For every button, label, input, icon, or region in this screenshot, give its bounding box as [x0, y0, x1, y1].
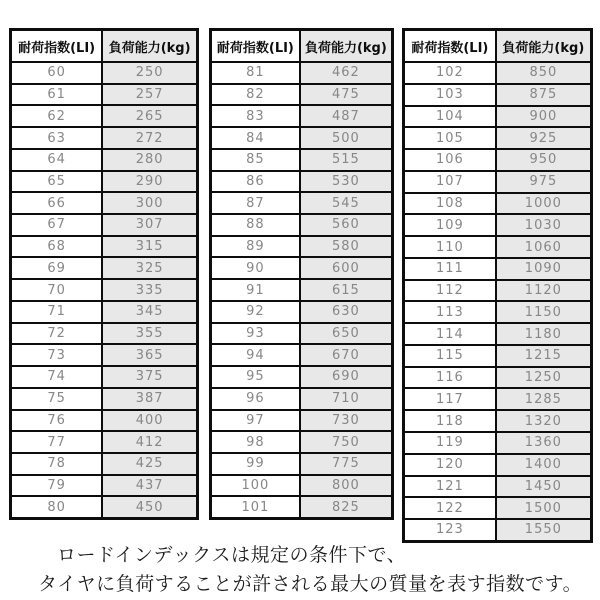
table-row	[405, 346, 590, 368]
load-capacity-cell: 450	[103, 497, 196, 517]
load-capacity-cell: 1060	[497, 237, 590, 257]
load-capacity-cell: 462	[301, 63, 391, 83]
load-index-cell: 81	[212, 63, 301, 83]
load-index-cell: 112	[405, 281, 497, 301]
table-row	[12, 85, 196, 107]
column-header-load-index: 耐荷指数(LI)	[212, 31, 301, 61]
load-capacity-cell: 615	[301, 280, 391, 300]
load-index-cell: 61	[12, 85, 103, 105]
table-row	[405, 302, 590, 324]
load-index-cell: 118	[405, 411, 497, 431]
load-index-cell: 75	[12, 389, 103, 409]
load-index-cell: 67	[12, 215, 103, 235]
load-capacity-cell: 500	[301, 128, 391, 148]
table-row	[12, 215, 196, 237]
load-index-cell: 107	[405, 172, 497, 192]
table-row	[12, 280, 196, 302]
load-index-cell: 65	[12, 172, 103, 192]
table-row	[212, 302, 391, 324]
table-row	[212, 454, 391, 476]
table-row	[405, 259, 590, 281]
load-capacity-cell: 1215	[497, 346, 590, 366]
table-row	[212, 389, 391, 411]
load-capacity-cell: 775	[301, 454, 391, 474]
table-row	[212, 345, 391, 367]
load-capacity-cell: 1360	[497, 433, 590, 453]
load-capacity-cell: 335	[103, 280, 196, 300]
load-index-cell: 79	[12, 476, 103, 496]
load-index-cell: 122	[405, 498, 497, 518]
load-capacity-cell: 710	[301, 389, 391, 409]
column-header-load-capacity: 負荷能力(kg)	[103, 31, 196, 61]
table-header-row	[405, 31, 590, 63]
table-row	[212, 476, 391, 498]
load-capacity-cell: 265	[103, 106, 196, 126]
table-row	[405, 411, 590, 433]
load-capacity-cell: 580	[301, 237, 391, 257]
table-row	[12, 106, 196, 128]
table-row	[12, 476, 196, 498]
table-row	[12, 172, 196, 194]
footer-note-line-2: タイヤに負荷することが許される最大の質量を表す指数です。	[38, 573, 583, 595]
load-capacity-cell: 800	[301, 476, 391, 496]
load-capacity-cell: 365	[103, 345, 196, 365]
table-body	[405, 63, 590, 540]
load-capacity-cell: 412	[103, 432, 196, 452]
load-index-cell: 90	[212, 258, 301, 278]
load-capacity-cell: 630	[301, 302, 391, 322]
table-row	[12, 367, 196, 389]
load-index-cell: 119	[405, 433, 497, 453]
table-row	[405, 324, 590, 346]
table-row	[12, 302, 196, 324]
load-index-cell: 84	[212, 128, 301, 148]
table-row	[212, 172, 391, 194]
load-capacity-cell: 670	[301, 345, 391, 365]
load-index-cell: 111	[405, 259, 497, 279]
column-header-load-capacity: 負荷能力(kg)	[301, 31, 391, 61]
load-index-cell: 116	[405, 368, 497, 388]
load-capacity-cell: 975	[497, 172, 590, 192]
column-header-load-index: 耐荷指数(LI)	[405, 31, 497, 61]
table-row	[405, 455, 590, 477]
table-row	[12, 411, 196, 433]
load-index-cell: 82	[212, 85, 301, 105]
table-row	[212, 128, 391, 150]
table-row	[405, 194, 590, 216]
table-row	[405, 63, 590, 85]
table-row	[212, 280, 391, 302]
load-index-cell: 123	[405, 520, 497, 540]
load-capacity-cell: 1400	[497, 455, 590, 475]
load-index-cell: 89	[212, 237, 301, 257]
table-row	[405, 498, 590, 520]
load-index-cell: 97	[212, 411, 301, 431]
load-capacity-cell: 1150	[497, 302, 590, 322]
load-capacity-cell: 690	[301, 367, 391, 387]
load-capacity-cell: 345	[103, 302, 196, 322]
table-row	[212, 258, 391, 280]
load-index-cell: 63	[12, 128, 103, 148]
load-capacity-cell: 825	[301, 497, 391, 517]
load-index-table-102-123	[402, 28, 593, 543]
load-capacity-cell: 850	[497, 63, 590, 83]
table-row	[12, 389, 196, 411]
footer-note-line-1: ロードインデックスは規定の条件下で、	[57, 544, 407, 566]
load-capacity-cell: 375	[103, 367, 196, 387]
load-capacity-cell: 1120	[497, 281, 590, 301]
load-capacity-cell: 650	[301, 324, 391, 344]
load-index-cell: 106	[405, 150, 497, 170]
load-index-cell: 104	[405, 107, 497, 127]
table-row	[405, 128, 590, 150]
footer-note	[0, 541, 600, 599]
load-capacity-cell: 257	[103, 85, 196, 105]
load-capacity-cell: 750	[301, 432, 391, 452]
table-row	[212, 85, 391, 107]
table-row	[12, 193, 196, 215]
table-row	[212, 324, 391, 346]
load-capacity-cell: 1030	[497, 215, 590, 235]
table-row	[405, 520, 590, 540]
load-index-cell: 86	[212, 172, 301, 192]
load-index-cell: 62	[12, 106, 103, 126]
load-capacity-cell: 307	[103, 215, 196, 235]
load-index-cell: 115	[405, 346, 497, 366]
load-index-cell: 76	[12, 411, 103, 431]
load-index-cell: 64	[12, 150, 103, 170]
load-capacity-cell: 1285	[497, 389, 590, 409]
load-index-cell: 102	[405, 63, 497, 83]
table-row	[405, 433, 590, 455]
load-index-cell: 69	[12, 258, 103, 278]
load-capacity-cell: 355	[103, 324, 196, 344]
load-index-cell: 98	[212, 432, 301, 452]
load-capacity-cell: 1450	[497, 477, 590, 497]
load-index-table-81-101	[209, 28, 394, 520]
load-index-cell: 68	[12, 237, 103, 257]
load-capacity-cell: 437	[103, 476, 196, 496]
load-capacity-cell: 290	[103, 172, 196, 192]
table-row	[12, 128, 196, 150]
table-row	[405, 107, 590, 129]
load-index-cell: 94	[212, 345, 301, 365]
table-row	[12, 432, 196, 454]
load-index-cell: 77	[12, 432, 103, 452]
table-row	[405, 85, 590, 107]
load-capacity-cell: 1090	[497, 259, 590, 279]
load-index-cell: 71	[12, 302, 103, 322]
table-row	[405, 237, 590, 259]
load-index-cell: 85	[212, 150, 301, 170]
table-row	[12, 345, 196, 367]
load-capacity-cell: 560	[301, 215, 391, 235]
load-capacity-cell: 730	[301, 411, 391, 431]
table-row	[212, 215, 391, 237]
load-capacity-cell: 300	[103, 193, 196, 213]
table-header-row	[212, 31, 391, 63]
table-row	[212, 367, 391, 389]
load-index-cell: 80	[12, 497, 103, 517]
table-row	[212, 432, 391, 454]
table-row	[405, 150, 590, 172]
table-row	[12, 63, 196, 85]
load-capacity-cell: 1000	[497, 194, 590, 214]
load-capacity-cell: 325	[103, 258, 196, 278]
table-row	[212, 106, 391, 128]
load-index-cell: 117	[405, 389, 497, 409]
load-capacity-cell: 315	[103, 237, 196, 257]
table-row	[405, 389, 590, 411]
load-index-cell: 78	[12, 454, 103, 474]
table-row	[212, 497, 391, 517]
load-capacity-cell: 400	[103, 411, 196, 431]
load-capacity-cell: 545	[301, 193, 391, 213]
load-index-cell: 105	[405, 128, 497, 148]
load-capacity-cell: 1250	[497, 368, 590, 388]
load-index-cell: 88	[212, 215, 301, 235]
load-index-cell: 92	[212, 302, 301, 322]
load-capacity-cell: 425	[103, 454, 196, 474]
load-capacity-cell: 900	[497, 107, 590, 127]
load-index-cell: 120	[405, 455, 497, 475]
table-row	[12, 497, 196, 517]
load-index-cell: 70	[12, 280, 103, 300]
load-index-cell: 113	[405, 302, 497, 322]
table-row	[405, 215, 590, 237]
load-index-cell: 91	[212, 280, 301, 300]
load-index-cell: 110	[405, 237, 497, 257]
table-row	[405, 368, 590, 390]
table-row	[12, 237, 196, 259]
load-index-cell: 100	[212, 476, 301, 496]
load-capacity-cell: 530	[301, 172, 391, 192]
table-row	[212, 411, 391, 433]
load-capacity-cell: 925	[497, 128, 590, 148]
column-header-load-capacity: 負荷能力(kg)	[497, 31, 590, 61]
load-index-cell: 60	[12, 63, 103, 83]
load-index-cell: 108	[405, 194, 497, 214]
load-capacity-cell: 475	[301, 85, 391, 105]
table-row	[405, 477, 590, 499]
table-body	[12, 63, 196, 517]
load-capacity-cell: 1500	[497, 498, 590, 518]
table-row	[212, 193, 391, 215]
load-capacity-cell: 272	[103, 128, 196, 148]
table-row	[12, 150, 196, 172]
table-row	[212, 237, 391, 259]
load-index-cell: 87	[212, 193, 301, 213]
table-row	[12, 454, 196, 476]
load-index-cell: 95	[212, 367, 301, 387]
load-index-cell: 72	[12, 324, 103, 344]
table-row	[12, 258, 196, 280]
load-capacity-cell: 280	[103, 150, 196, 170]
load-index-cell: 74	[12, 367, 103, 387]
load-index-cell: 101	[212, 497, 301, 517]
load-index-cell: 99	[212, 454, 301, 474]
load-capacity-cell: 515	[301, 150, 391, 170]
load-capacity-cell: 950	[497, 150, 590, 170]
load-capacity-cell: 1320	[497, 411, 590, 431]
load-index-cell: 83	[212, 106, 301, 126]
load-index-cell: 66	[12, 193, 103, 213]
load-capacity-cell: 600	[301, 258, 391, 278]
load-index-cell: 93	[212, 324, 301, 344]
load-capacity-cell: 487	[301, 106, 391, 126]
load-capacity-cell: 875	[497, 85, 590, 105]
load-index-cell: 103	[405, 85, 497, 105]
column-header-load-index: 耐荷指数(LI)	[12, 31, 103, 61]
table-row	[12, 324, 196, 346]
load-capacity-cell: 250	[103, 63, 196, 83]
table-row	[405, 172, 590, 194]
table-row	[405, 281, 590, 303]
load-capacity-cell: 1180	[497, 324, 590, 344]
table-header-row	[12, 31, 196, 63]
load-capacity-cell: 387	[103, 389, 196, 409]
load-index-table-60-80	[9, 28, 199, 520]
load-index-cell: 109	[405, 215, 497, 235]
load-index-cell: 96	[212, 389, 301, 409]
load-index-cell: 114	[405, 324, 497, 344]
table-row	[212, 150, 391, 172]
table-row	[212, 63, 391, 85]
table-body	[212, 63, 391, 517]
load-index-cell: 73	[12, 345, 103, 365]
load-index-cell: 121	[405, 477, 497, 497]
load-capacity-cell: 1550	[497, 520, 590, 540]
